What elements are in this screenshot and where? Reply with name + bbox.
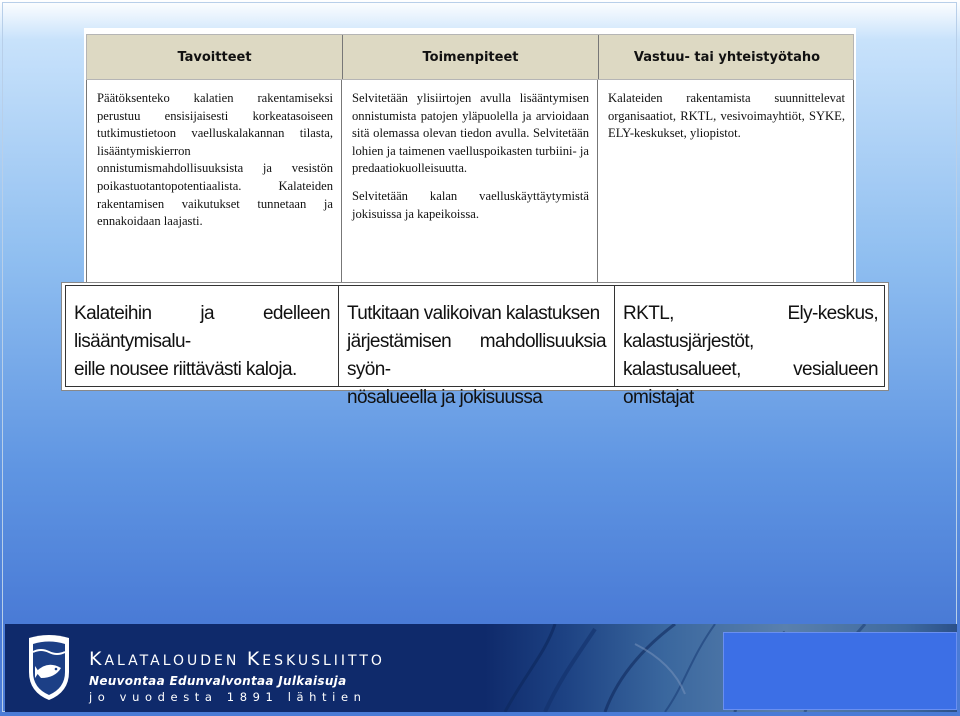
footer-banner [5,624,957,712]
cell-line: Tutkitaan valikoivan kalastuksen [347,303,600,324]
cell-vastuu [598,80,854,284]
cell-tavoitteet [86,80,342,284]
fishing-table-row [65,285,885,408]
cell-line: järjestämisen mahdollisuuksia syön- [347,331,606,380]
cell-action [339,286,615,408]
org-tagline: Neuvontaa Edunvalvontaa Julkaisuja [89,674,347,688]
cell-text: Selvitetään kalan vaelluskäyttäytymistä jokisuissa ja kapeikoissa. [352,188,589,221]
cell-text: Päätöksenteko kalatien rakentamiseksi perustuu ensisijaisesti korkeatasoiseen tutkimustietoon vaelluskalakannan tilasta, lisääntymiskierron onnistumismahdollisuuksista ja vesistön poikastuotantopotentiaalista. Kalateiden rakentamisen vaikutukset tunnetaan ja ennakoidaan laajasti. [97,91,333,229]
header-tavoitteet: Tavoitteet [87,35,343,79]
goals-table-row [86,80,854,284]
cell-line: nösalueella ja jokisuussa [347,387,543,408]
cell-text: Kalateiden rakentamista suunnittelevat organisaatiot, RKTL, vesivoimayhtiöt, SYKE, ELY-keskukset, yliopistot. [608,91,845,141]
org-name-part: ALATALOUDEN [104,653,247,669]
cell-text: Selvitetään ylisiirtojen avulla lisääntymisen onnistumista patojen yläpuolella ja arvioidaan sitä olemassa olevan tiedon avulla. Selvitetään lohien ja taimenen vaelluspoikasten turbiini- ja predaatiokuolleisuutta. [352,91,589,176]
cell-line: kalastusalueet, vesialueen omistajat [623,359,878,408]
cell-line: Kalateihin ja edelleen lisääntymisalu- [74,303,330,352]
cell-line: RKTL, Ely-keskus, kalastusjärjestöt, [623,303,878,352]
fishing-table [61,282,889,408]
header-toimenpiteet: Toimenpiteet [343,35,599,79]
cell-responsible [615,286,886,408]
org-name-part: K [89,648,105,670]
header-vastuu: Vastuu- tai yhteistyötaho [633,49,821,65]
org-name-part: K [246,648,263,670]
cell-toimenpiteet [342,80,598,284]
accent-box [723,632,957,710]
cell-line: eille nousee riittävästi kaloja. [74,359,297,380]
org-name [89,648,385,672]
org-name-part: ESKUSLIITTO [262,653,385,669]
goals-table [84,28,856,284]
goals-table-header [86,34,854,80]
org-since: jo vuodesta 1891 lähtien [89,690,367,704]
brand-block [89,648,385,705]
fish-shield-icon [25,634,73,702]
cell-goal [66,286,339,386]
